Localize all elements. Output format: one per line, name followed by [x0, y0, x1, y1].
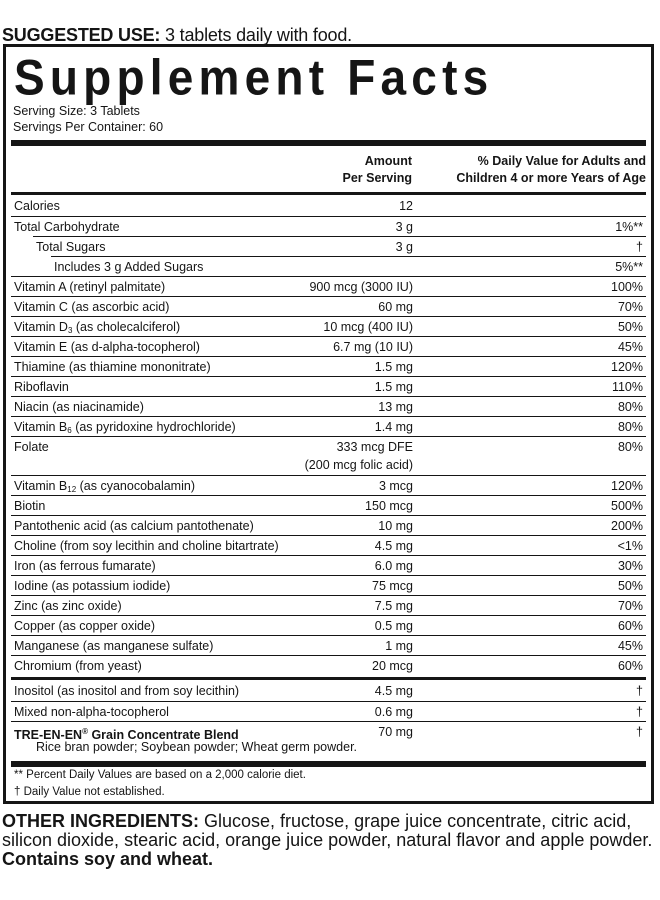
- nutrient-amount: 10 mcg (400 IU): [323, 320, 413, 334]
- panel-title: Supplement Facts: [14, 49, 494, 106]
- other-ingredients-text: Glucose, fructose, grape juice concentrate, citric acid, silicon dioxide, stearic acid, orange juice powder, natural flavor and apple powder.: [2, 811, 653, 850]
- suggested-use-label: SUGGESTED USE:: [2, 25, 161, 45]
- nutrient-name-source: (as cholecalciferol): [72, 320, 181, 334]
- daily-value-header-line2: Children 4 or more Years of Age: [456, 171, 646, 185]
- nutrient-name: Mixed non-alpha-tocopherol: [14, 705, 169, 719]
- table-row: [11, 615, 646, 635]
- serving-size: Serving Size: 3 Tablets: [13, 104, 140, 118]
- nutrient-amount: 1.5 mg: [374, 380, 413, 394]
- table-row: [11, 436, 646, 474]
- table-row: [11, 495, 646, 515]
- blend-amount: 70 mg: [378, 725, 413, 739]
- registered-mark: ®: [82, 727, 88, 736]
- nutrient-name: Total Sugars: [36, 240, 106, 254]
- nutrient-daily-value: 500%: [611, 499, 643, 513]
- nutrient-name-base: Vitamin D: [14, 320, 68, 334]
- nutrient-amount-detail: (200 mcg folic acid): [304, 458, 413, 472]
- nutrient-name-subscript: 3: [67, 326, 73, 335]
- nutrient-name-source: (as pyridoxine hydrochloride): [71, 420, 236, 434]
- table-row: [11, 416, 646, 436]
- nutrient-daily-value: 60%: [617, 659, 643, 673]
- nutrient-name: Iron (as ferrous fumarate): [14, 559, 156, 573]
- top-divider-bar: [11, 140, 646, 146]
- section-divider-bar: [11, 677, 646, 680]
- daily-value-header-line1: % Daily Value for Adults and: [477, 154, 646, 168]
- nutrient-daily-value: <1%: [617, 539, 643, 553]
- nutrient-name: Inositol (as inositol and from soy lecithin): [14, 684, 240, 698]
- nutrient-daily-value: 70%: [617, 599, 643, 613]
- nutrient-name: Folate: [14, 440, 49, 454]
- table-row: [11, 635, 646, 655]
- nutrient-amount: 6.7 mg (10 IU): [333, 340, 413, 354]
- nutrient-daily-value: 110%: [611, 380, 643, 394]
- nutrient-name-base: Vitamin B: [14, 479, 68, 493]
- nutrient-amount: 4.5 mg: [374, 539, 413, 553]
- amount-header-line1: Amount: [364, 154, 412, 168]
- blend-row: [11, 721, 646, 759]
- nutrient-name: Chromium (from yeast): [14, 659, 142, 673]
- table-row: [11, 356, 646, 376]
- amount-header-line2: Per Serving: [342, 171, 412, 185]
- nutrient-amount: 1.4 mg: [374, 420, 413, 434]
- nutrient-daily-value: 45%: [617, 340, 643, 354]
- nutrient-daily-value: 30%: [617, 559, 643, 573]
- nutrient-amount: 13 mg: [378, 400, 413, 414]
- nutrient-amount: 900 mcg (3000 IU): [309, 280, 413, 294]
- nutrient-name: Total Carbohydrate: [14, 220, 120, 234]
- table-row: [11, 216, 646, 236]
- nutrient-amount: 20 mcg: [372, 659, 413, 673]
- nutrient-amount: 7.5 mg: [374, 599, 413, 613]
- nutrient-daily-value: 80%: [617, 400, 643, 414]
- nutrient-daily-value: 70%: [617, 300, 643, 314]
- nutrient-amount: 150 mcg: [365, 499, 413, 513]
- table-row: [11, 396, 646, 416]
- footnote-not-established: † Daily Value not established.: [14, 786, 165, 798]
- nutrient-daily-value: 50%: [617, 579, 643, 593]
- nutrient-name: Iodine (as potassium iodide): [14, 579, 171, 593]
- nutrient-name: Vitamin C (as ascorbic acid): [14, 300, 170, 314]
- footnote-divider-bar: [11, 761, 646, 767]
- nutrient-name: Copper (as copper oxide): [14, 619, 156, 633]
- nutrient-amount: 6.0 mg: [374, 559, 413, 573]
- other-ingredients-label: OTHER INGREDIENTS:: [2, 811, 200, 831]
- nutrient-daily-value: 50%: [617, 320, 643, 334]
- nutrient-name: Vitamin E (as d-alpha-tocopherol): [14, 340, 200, 354]
- table-row: [11, 376, 646, 396]
- nutrient-amount: 0.6 mg: [374, 705, 413, 719]
- blend-name-base: TRE-EN-EN: [14, 728, 83, 743]
- nutrient-daily-value: 100%: [611, 280, 643, 294]
- nutrient-name: Manganese (as manganese sulfate): [14, 639, 214, 653]
- nutrient-daily-value: 120%: [611, 479, 643, 493]
- suggested-use: [2, 25, 352, 46]
- nutrient-name: Pantothenic acid (as calcium pantothenate): [14, 519, 254, 533]
- nutrient-amount: 3 g: [395, 240, 413, 254]
- nutrient-daily-value: 80%: [617, 420, 643, 434]
- nutrient-daily-value: 120%: [611, 360, 643, 374]
- suggested-use-text: 3 tablets daily with food.: [160, 25, 352, 45]
- nutrient-name: Choline (from soy lecithin and choline bitartrate): [14, 539, 279, 553]
- nutrient-amount: 4.5 mg: [374, 684, 413, 698]
- nutrient-name: Thiamine (as thiamine mononitrate): [14, 360, 211, 374]
- table-row: [11, 595, 646, 615]
- table-row: [51, 256, 646, 276]
- nutrient-name: Vitamin A (retinyl palmitate): [14, 280, 166, 294]
- nutrient-amount: 60 mg: [378, 300, 413, 314]
- nutrient-daily-value: 60%: [617, 619, 643, 633]
- nutrient-name: Zinc (as zinc oxide): [14, 599, 122, 613]
- table-row: [11, 515, 646, 535]
- blend-name-rest: Grain Concentrate Blend: [87, 728, 239, 743]
- table-row: [11, 575, 646, 595]
- nutrient-name-base: Vitamin B: [14, 420, 68, 434]
- nutrient-amount: 3 mcg: [378, 479, 413, 493]
- table-row: [11, 535, 646, 555]
- nutrient-amount: 12: [399, 199, 413, 213]
- nutrient-amount: 0.5 mg: [374, 619, 413, 633]
- nutrient-name-source: (as cyanocobalamin): [76, 479, 195, 493]
- servings-per-container: Servings Per Container: 60: [13, 120, 164, 134]
- nutrient-daily-value: 80%: [617, 440, 643, 454]
- nutrient-amount: 10 mg: [378, 519, 413, 533]
- nutrient-name: Includes 3 g Added Sugars: [54, 260, 204, 274]
- nutrient-amount: 75 mcg: [372, 579, 413, 593]
- nutrient-daily-value: †: [636, 684, 643, 698]
- nutrient-name-subscript: 12: [67, 485, 77, 494]
- nutrient-daily-value: †: [636, 705, 643, 719]
- table-row: [11, 701, 646, 721]
- daily-value-header: [456, 153, 646, 187]
- nutrient-name: Biotin: [14, 499, 46, 513]
- table-row: [11, 336, 646, 356]
- other-ingredients: [2, 812, 658, 869]
- nutrient-daily-value: 1%**: [615, 220, 643, 234]
- blend-ingredients: Rice bran powder; Soybean powder; Wheat germ powder.: [36, 740, 358, 754]
- footnote-daily-values: ** Percent Daily Values are based on a 2,000 calorie diet.: [14, 769, 306, 781]
- nutrient-amount: 1 mg: [385, 639, 413, 653]
- table-row: [11, 296, 646, 316]
- nutrient-daily-value: †: [636, 240, 643, 254]
- nutrient-name: Niacin (as niacinamide): [14, 400, 144, 414]
- blend-daily-value: †: [636, 725, 643, 739]
- nutrient-amount: 1.5 mg: [374, 360, 413, 374]
- nutrient-amount: 333 mcg DFE: [336, 440, 413, 454]
- table-row: [11, 655, 646, 675]
- nutrient-daily-value: 200%: [611, 519, 643, 533]
- nutrient-amount: 3 g: [395, 220, 413, 234]
- nutrient-daily-value: 5%**: [615, 260, 643, 274]
- table-row: [11, 316, 646, 336]
- amount-header: [343, 153, 412, 187]
- table-row: [11, 681, 646, 701]
- nutrient-name-subscript: 6: [67, 426, 72, 435]
- table-row: [11, 276, 646, 296]
- nutrient-name: Riboflavin: [14, 380, 69, 394]
- allergen-statement: Contains soy and wheat.: [2, 849, 214, 869]
- table-row: [11, 555, 646, 575]
- header-divider-bar: [11, 192, 646, 195]
- nutrient-daily-value: 45%: [617, 639, 643, 653]
- table-row: [11, 475, 646, 495]
- table-row: [11, 196, 646, 216]
- table-row: [33, 236, 646, 256]
- nutrient-name: Calories: [14, 199, 60, 213]
